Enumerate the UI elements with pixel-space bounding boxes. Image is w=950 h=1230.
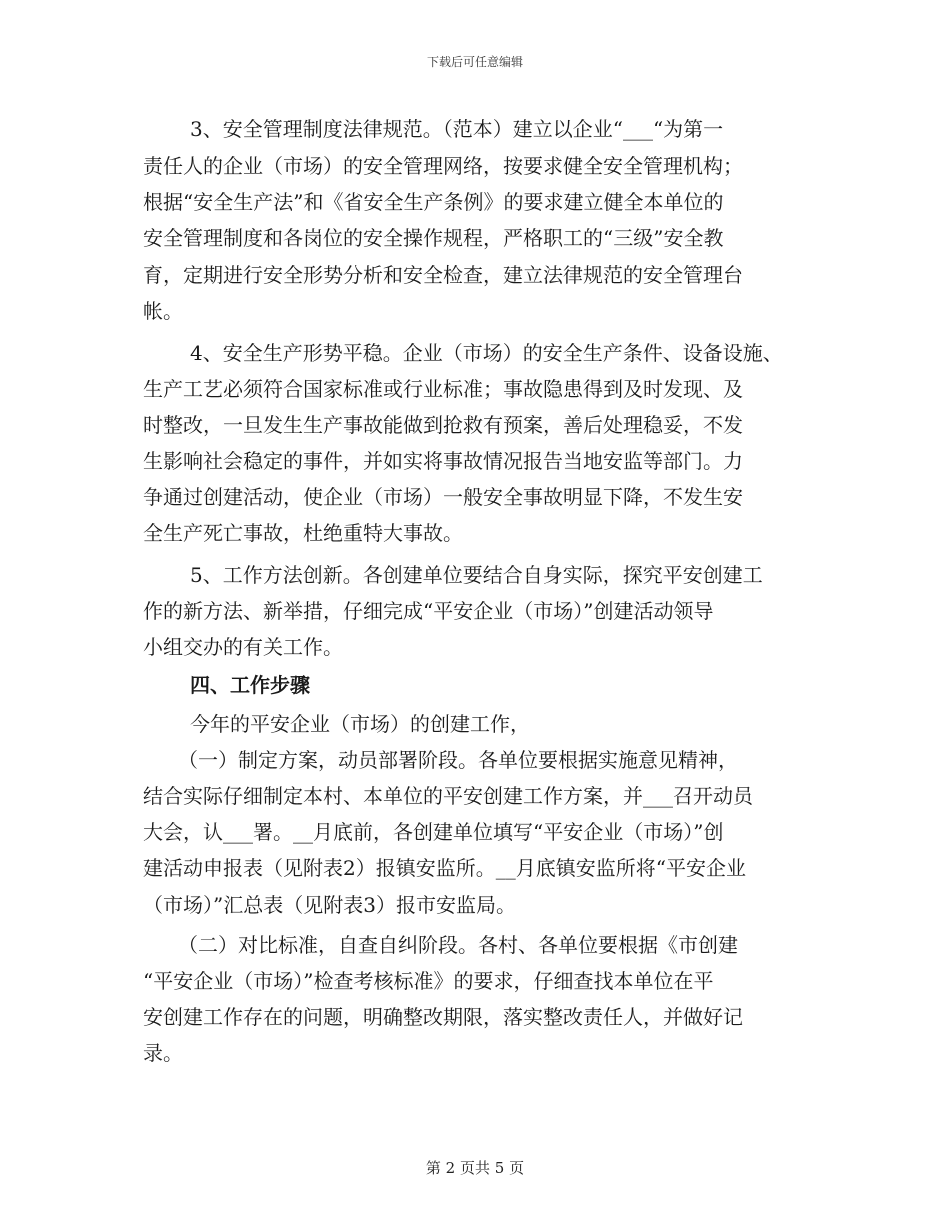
- body-line: 育，定期进行安全形势分析和安全检查，建立法律规范的安全管理台: [143, 263, 743, 287]
- body-line: 5、工作方法创新。各创建单位要结合自身实际，探究平安创建工: [190, 563, 763, 587]
- body-line: （一）制定方案，动员部署阶段。各单位要根据实施意见精神，: [178, 748, 738, 772]
- page-number: 第 2 页共 5 页: [425, 1159, 525, 1177]
- body-line: 安创建工作存在的问题，明确整改期限，落实整改责任人，并做好记: [143, 1005, 743, 1029]
- section-heading: 四、工作步骤: [190, 673, 310, 697]
- body-line: 4、安全生产形势平稳。企业（市场）的安全生产条件、设备设施、: [190, 341, 783, 365]
- body-line: 生影响社会稳定的事件，并如实将事故情况报告当地安监等部门。力: [143, 449, 743, 473]
- body-line: 录。: [143, 1041, 183, 1065]
- body-line: 根据“安全生产法”和《省安全生产条例》的要求建立健全本单位的: [143, 190, 724, 214]
- body-line: 作的新方法、新举措，仔细完成“平安企业（市场）”创建活动领导: [143, 599, 714, 623]
- body-line: 争通过创建活动，使企业（市场）一般安全事故明显下降，不发生安: [143, 485, 743, 509]
- body-line: （二）对比标准，自查自纠阶段。各村、各单位要根据《市创建: [178, 933, 738, 957]
- body-line: 帐。: [143, 299, 183, 323]
- body-line: 责任人的企业（市场）的安全管理网络，按要求健全安全管理机构；: [143, 154, 743, 178]
- body-line: 小组交办的有关工作。: [143, 635, 343, 659]
- body-line: 生产工艺必须符合国家标准或行业标准；事故隐患得到及时发现、及: [143, 377, 743, 401]
- body-line: 建活动申报表（见附表2）报镇安监所。__月底镇安监所将“平安企业: [143, 856, 746, 880]
- body-line: 3、安全管理制度法律规范。（范本）建立以企业“___“为第一: [190, 117, 724, 141]
- body-line: “平安企业（市场）”检查考核标准》的要求，仔细查找本单位在平: [143, 969, 714, 993]
- body-line: 大会，认___署。__月底前，各创建单位填写“平安企业（市场）”创: [143, 820, 724, 844]
- body-line: 全生产死亡事故，杜绝重特大事故。: [143, 521, 463, 545]
- body-line: 安全管理制度和各岗位的安全操作规程，严格职工的“三级”安全教: [143, 226, 724, 250]
- page-header-note: 下载后可任意编辑: [426, 55, 523, 69]
- body-line: （市场）”汇总表（见附表3）报市安监局。: [143, 893, 516, 917]
- body-line: 结合实际仔细制定本村、本单位的平安创建工作方案，并___召开动员: [143, 784, 753, 808]
- body-line: 时整改，一旦发生生产事故能做到抢救有预案，善后处理稳妥，不发: [143, 413, 743, 437]
- body-line: 今年的平安企业（市场）的创建工作，: [190, 712, 530, 736]
